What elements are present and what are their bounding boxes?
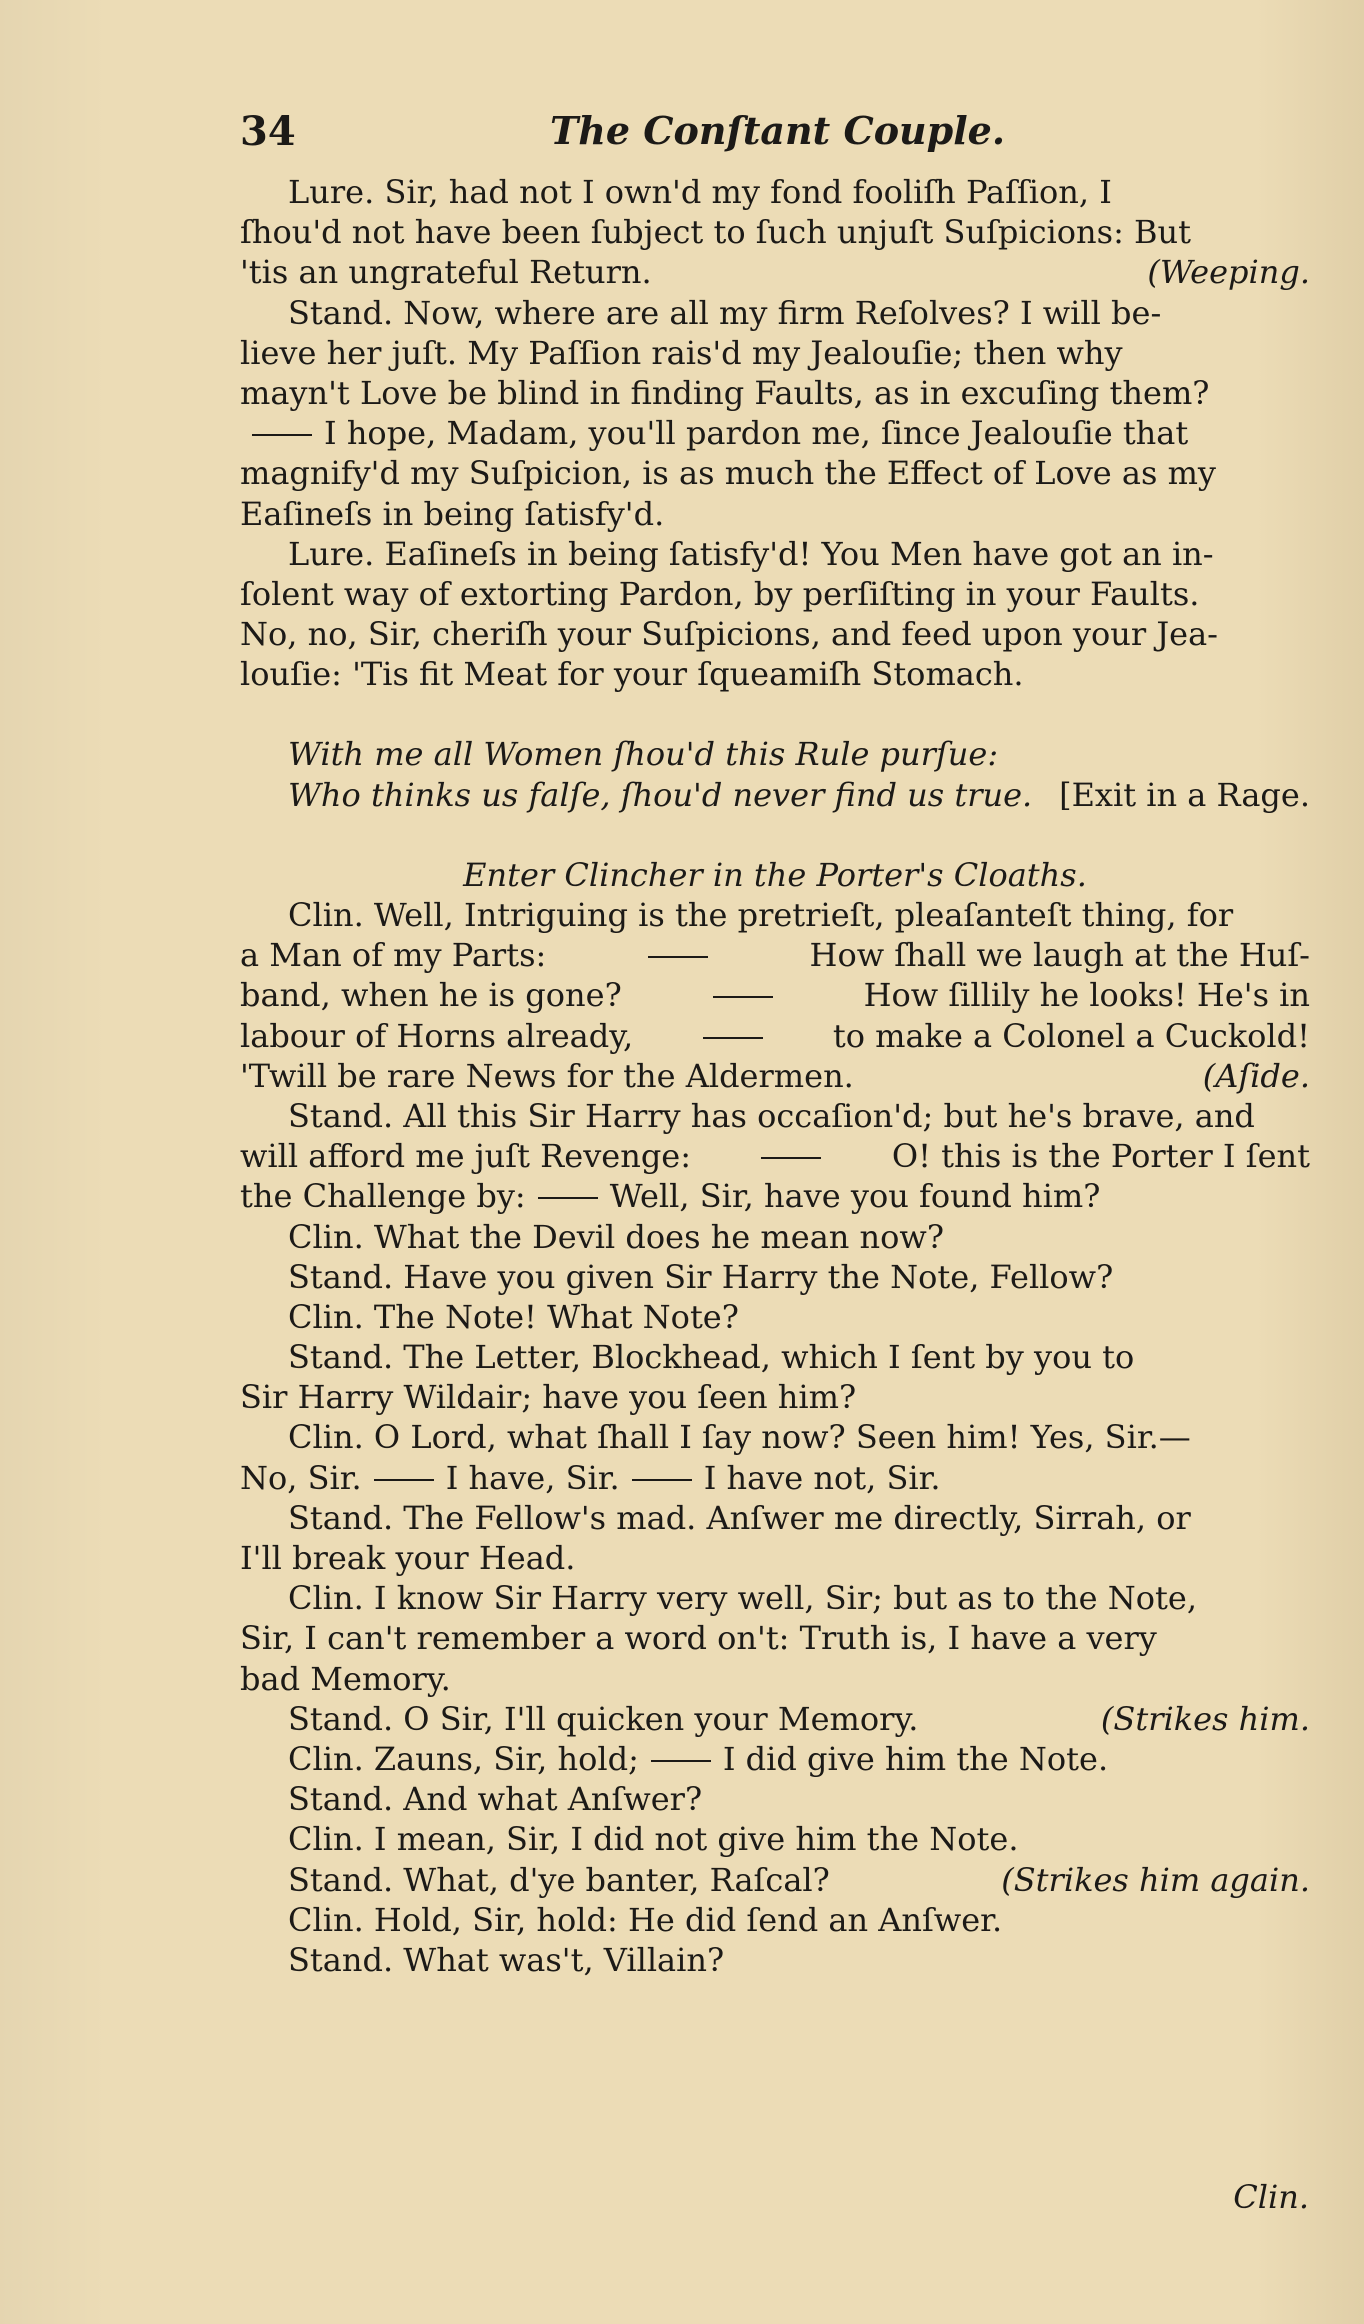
text-line-part: band, when he is gone? [240, 976, 622, 1015]
text-line: Lure. Sir, had not I own'd my fond fooliſh Paſſion, I [288, 173, 1112, 211]
stage-direction: (Weeping. [1147, 253, 1310, 292]
page-number: 34 [240, 108, 296, 155]
text-line: Clin. Hold, Sir, hold: He did ſend an Anſwer. [288, 1900, 1003, 1939]
text-line: Stand. Have you given Sir Harry the Note, Fellow? [288, 1257, 1114, 1296]
text-line: Clin. I know Sir Harry very well, Sir; but as to the Note, [288, 1579, 1198, 1618]
em-dash-rule [252, 434, 312, 436]
text-line-part: I did give him the Note. [722, 1739, 1109, 1778]
stage-direction: (Strikes him again. [1001, 1860, 1310, 1899]
text-line [240, 935, 1310, 975]
catchword: Clin. [1233, 2178, 1309, 2216]
em-dash-rule [538, 1197, 598, 1199]
text-line-part: I have, Sir. [445, 1458, 620, 1497]
text-line: Stand. And what Anſwer? [288, 1780, 703, 1819]
text-line [240, 1136, 1310, 1176]
text-line: bad Memory. [240, 1659, 451, 1698]
text-line-part: How ſillily he looks! He's in [863, 976, 1310, 1015]
text-line [240, 1739, 1310, 1779]
stage-heading: Enter Clincher in the Porter's Cloaths. [463, 855, 1087, 894]
play-text [240, 172, 1310, 1980]
em-dash-rule [374, 1479, 434, 1481]
text-line-part: to make a Colonel a Cuckold! [832, 1016, 1310, 1055]
text-line-part: labour of Horns already, [240, 1016, 634, 1055]
text-line: mayn't Love be blind in finding Faults, as in excuſing them? [240, 373, 1210, 412]
verse-line: With me all Women ſhou'd this Rule purſue: [288, 735, 999, 774]
text-line: No, no, Sir, cheriſh your Suſpicions, and feed upon your Jea- [240, 615, 1218, 654]
text-line-part: the Challenge by: [240, 1177, 526, 1216]
text-line: Eaſineſs in being ſatisfy'd. [240, 494, 665, 533]
text-line-part: 'Twill be rare News for the Aldermen. [240, 1056, 854, 1095]
text-line: Clin. What the Devil does he mean now? [288, 1217, 944, 1256]
text-line-part: 'tis an ungrateful Return. [240, 253, 652, 292]
em-dash-rule [648, 956, 708, 958]
text-line: lieve her juſt. My Paſſion rais'd my Jealouſie; then why [240, 333, 1123, 372]
blank-space [240, 815, 1310, 855]
text-line: ſhou'd not have been ſubject to ſuch unjuſt Suſpicions: But [240, 213, 1192, 252]
verse-line [240, 775, 1310, 815]
text-line-part: Well, Sir, have you found him? [609, 1177, 1101, 1216]
text-line: Stand. The Letter, Blockhead, which I ſent by you to [288, 1338, 1135, 1377]
text-line [240, 1176, 1310, 1216]
text-line [240, 1860, 1310, 1900]
text-line: Sir, I can't remember a word on't: Truth is, I have a very [240, 1619, 1157, 1658]
text-line: magnify'd my Suſpicion, is as much the Effect of Love as my [240, 454, 1216, 493]
text-line: Stand. The Fellow's mad. Anſwer me directly, Sirrah, or [288, 1498, 1191, 1537]
text-line [240, 413, 1310, 453]
em-dash-rule [632, 1479, 692, 1481]
text-line: Stand. Now, where are all my firm Reſolves? I will be- [288, 293, 1162, 332]
text-line: Clin. O Lord, what ſhall I ſay now? Seen him! Yes, Sir.— [288, 1418, 1191, 1457]
text-line-part: O! this is the Porter I ſent [891, 1137, 1310, 1176]
em-dash-rule [761, 1157, 821, 1159]
text-line-part: Stand. What, d'ye banter, Raſcal? [288, 1860, 830, 1899]
text-line: I'll break your Head. [240, 1539, 576, 1577]
text-line: Clin. I mean, Sir, I did not give him the Note. [288, 1820, 1019, 1859]
text-line-part: a Man of my Parts: [240, 936, 547, 975]
text-line-part: How ſhall we laugh at the Huſ- [809, 936, 1310, 975]
text-line: louſie: 'Tis fit Meat for your ſqueamiſh Stomach. [240, 655, 1024, 694]
em-dash-rule [651, 1760, 711, 1762]
em-dash-rule [703, 1037, 763, 1039]
running-title: The Conſtant Couple. [550, 108, 1006, 153]
text-line: Clin. The Note! What Note? [288, 1297, 739, 1336]
text-line: Sir Harry Wildair; have you ſeen him? [240, 1378, 857, 1417]
text-line-part: I have not, Sir. [703, 1458, 941, 1497]
page-header [240, 108, 1305, 168]
text-line [240, 1056, 1310, 1096]
text-line [240, 975, 1310, 1015]
stage-direction: (Strikes him. [1100, 1699, 1310, 1738]
text-line: Stand. What was't, Villain? [288, 1940, 725, 1979]
text-line-part: I hope, Madam, you'll pardon me, ſince Jealouſie that [324, 414, 1189, 453]
verse-line-part: Who thinks us falſe, ſhou'd never find us true. [288, 775, 1033, 814]
text-line [240, 252, 1310, 292]
stage-direction: (Aſide. [1202, 1056, 1310, 1095]
blank-space [240, 694, 1310, 734]
text-line [240, 1458, 1310, 1498]
text-line-part: Stand. O Sir, I'll quicken your Memory. [288, 1699, 919, 1738]
text-line: Clin. Well, Intriguing is the pretrieſt, pleaſanteſt thing, for [288, 896, 1234, 934]
text-line-part: Clin. Zauns, Sir, hold; [288, 1739, 639, 1778]
stage-direction: [Exit in a Rage. [1059, 775, 1310, 814]
text-line: Lure. Eaſineſs in being ſatisfy'd! You Men have got an in- [288, 534, 1214, 573]
text-line: Stand. All this Sir Harry has occaſion'd; but he's brave, and [288, 1096, 1255, 1135]
em-dash-rule [713, 996, 773, 998]
text-line-part: will afford me juſt Revenge: [240, 1137, 692, 1176]
text-line [240, 1016, 1310, 1056]
text-line [240, 1699, 1310, 1739]
text-line-part: No, Sir. [240, 1458, 362, 1497]
text-line: ſolent way of extorting Pardon, by perſiſting in your Faults. [240, 574, 1200, 613]
